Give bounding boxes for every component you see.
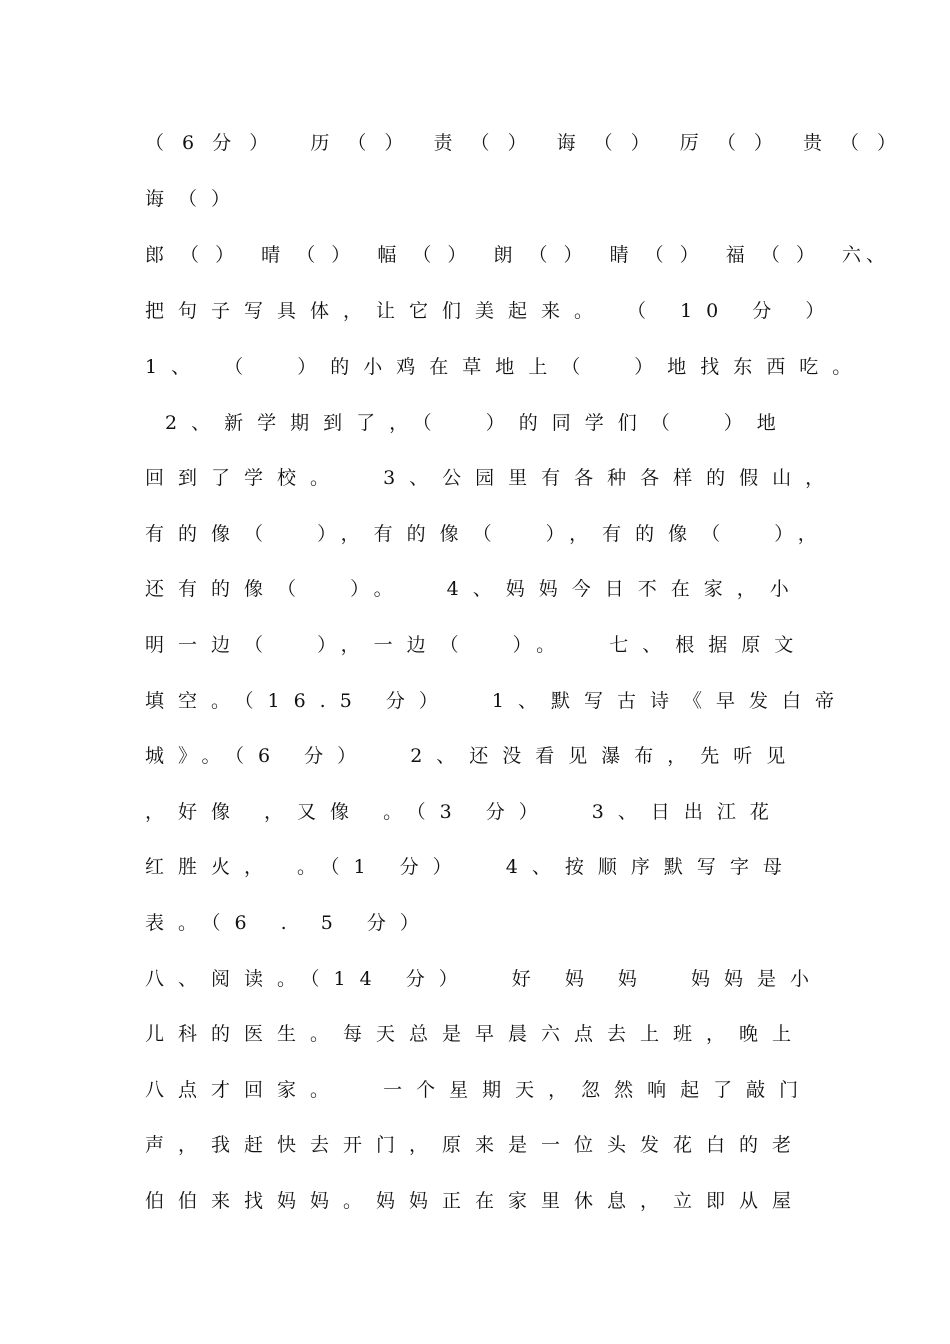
text-line: 伯伯来找妈妈。妈妈正在家里休息，立即从屋 xyxy=(145,1190,806,1212)
text-line: 有的像（ ），有的像（ ），有的像（ ）， xyxy=(145,523,831,545)
text-line: 声，我赶快去开门，原来是一位头发花白的老 xyxy=(145,1134,806,1156)
text-line: 2、新学期到了，（ ）的同学们（ ）地 xyxy=(145,412,790,434)
text-line: 明一边（ ），一边（ ）。 七、根据原文 xyxy=(145,634,808,656)
text-line: 把句子写具体，让它们美起来。 （ 10 分 ） xyxy=(145,300,839,322)
text-line: 诲（） xyxy=(145,188,245,210)
text-line: 还有的像（ ）。 4、妈妈今日不在家，小 xyxy=(145,578,803,600)
text-line: 填空。（16.5 分） 1、默写古诗《早发白帝 xyxy=(145,690,849,712)
text-line: 回到了学校。 3、公园里有各种各样的假山， xyxy=(145,467,839,489)
text-line: 八、阅读。（14 分） 好 妈 妈 妈妈是小 xyxy=(145,968,823,990)
text-line: 表。（6 . 5 分） xyxy=(145,912,433,934)
text-line: 郎 （ ） 晴 （ ） 幅 （ ） 朗 （ ） 睛 （ ） 福 （ ） 六、 xyxy=(145,244,890,266)
text-line: ，好像 ，又像 。（3 分） 3、日出江花 xyxy=(145,801,783,823)
text-line: 1、 （ ）的小鸡在草地上（ ）地找东西吃。 xyxy=(145,356,866,378)
text-line: 儿科的医生。每天总是早晨六点去上班，晚上 xyxy=(145,1023,806,1045)
text-line: 红胜火， 。（1 分） 4、按顺序默写字母 xyxy=(145,856,796,878)
text-line: （ 6 分 ） 历 （ ） 责 （ ） 诲 （ ） 厉 （ ） 贵 （ ） xyxy=(145,132,903,154)
text-line: 城》。（6 分） 2、还没看见瀑布，先听见 xyxy=(145,745,800,767)
text-line: 八点才回家。 一个星期天，忽然响起了敲门 xyxy=(145,1079,813,1101)
